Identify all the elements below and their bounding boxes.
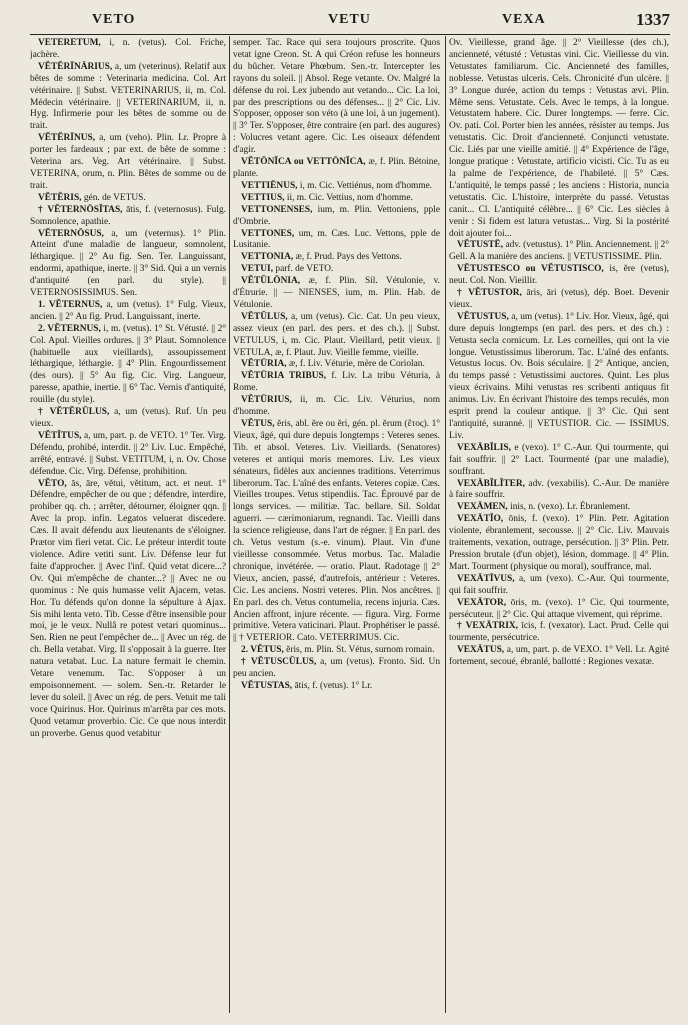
entry-headword: † VĔTUSCŬLUS, <box>241 657 317 668</box>
entry-definition: f. Liv. La tribu Véturia, à Rome. <box>233 371 440 394</box>
entry-headword: VETTONIA, <box>241 252 294 263</box>
entry-definition: a, um, part. p. de VEXO. 1° Vell. Lr. Agité fortement, secoué, ébranlé, ballotté : Regiones vexatæ. <box>449 645 669 668</box>
entry-headword: VĔTŪRIUS, <box>241 395 292 406</box>
dictionary-entry <box>449 645 669 669</box>
entry-definition: a, um (vetus). 1° Liv. Hor. Vieux, âgé, qui dure depuis longtemps (en parl. des pers. et des ch.) : Vetusta secla cornicum. Lr. Les corneilles, qui ont la vie longue. Vetustissimus liberorum. Tac. L'aîné des enfants. Vetustus locus. Ov. Bois séculaire. || 2° Antique, ancien, du temps passé : Vetustissimi auctores. Quint. Les plus vieux écrivains. Mihi vetustas res scribenti antiquus fit animus. Liv. En écrivant l'histoire des temps reculés, mon esprit prend la couleur antique. || 3° Cic. Qui sent l'antiquité, suranné. || VETUSTIOR. Cic. — ISSIMUS. Liv. <box>449 311 669 441</box>
dictionary-entry <box>233 359 440 371</box>
dictionary-entry <box>449 621 669 645</box>
dictionary-entry <box>233 276 440 312</box>
column-divider-2 <box>445 36 446 1013</box>
page-number: 1337 <box>636 10 670 29</box>
column-1 <box>30 38 226 1015</box>
entry-definition: ātis, f. (vetus). 1° Lr. <box>294 680 373 691</box>
dictionary-entry <box>449 288 669 312</box>
entry-definition: ōnis, f. (vexo). 1° Plin. Petr. Agitation violente, ébranlement, secousse. || 2° Cic. Liv. Mauvais traitements, vexation, outrage, persécution. || 3° Plin. Petr. Pression brutale (d'un objet), lésion, dommage. || 4° Plin. Mart. Tourment (physique ou moral), souffrance, mal. <box>449 514 669 572</box>
entry-headword: VEXĀTĪVUS, <box>457 573 515 584</box>
entry-definition: a, um (veternus). 1° Plin. Atteint d'une maladie de langueur, somnolent, léthargique. || 2° Au fig. Sen. Ter. Languissant, endormi, apathique, inerte. || 3° Sid. Qui a un vernis d'antiquité (en parl. du style). || VETERNOSISSIMUS. Sen. <box>30 228 226 299</box>
dictionary-entry <box>449 38 669 240</box>
entry-definition: a, um (vetus). Ruf. Un peu vieux. <box>30 407 226 429</box>
entry-headword: VEXĀBĬLĬTER, <box>457 478 525 489</box>
entry-definition: āris, āri (vetus), dép. Boet. Devenir vieux. <box>449 288 669 310</box>
entry-definition: i, m. (vetus). 1° St. Vétusté. || 2° Col. Apul. Vieilles ordures. || 3° Plaut. Somnolence (habituelle aux vieillards), assoupissement léthargique, léthargie. || 4° Plin. Engourdissement (des ours). || 5° Au fig. Cic. Virg. Langueur, paresse, apathie, inertie. || 6° Tac. Vernis d'antiquité, rouille (du style). <box>30 323 226 406</box>
dictionary-entry <box>449 479 669 503</box>
entry-headword: VETTONES, <box>241 228 295 239</box>
entry-headword: VĔTĔRĒTUM, <box>38 38 101 48</box>
entry-headword: VETTIĒNUS, <box>241 180 298 191</box>
entry-definition: is, ĕre (vetus), neut. Col. Non. Vieillir. <box>449 264 669 287</box>
entry-definition: ĕris, abl. ĕre ou ĕri, gén. pl. ĕrum (ἔτος). 1° Vieux, âgé, qui dure depuis longtemps : Veteres senes. Tib. et absol. Veteres. Liv. Vieillards. (Senatores) veteres et antiqui moris memores. Liv. Les vieux sénateurs, fidèles aux anciennes traditions. Veterrimus liberorum. Tac. L'aîné des enfants. Veteres copiæ. Cæs. Vieilles troupes. Vetus stipendiis. Tac. Éprouvé par de longs services. — militiæ. Tac. bellare. Sil. Soldat aguerri. — cærimoniarum, regnandi. Tac. Vieilli dans la science religieuse, dans l'art de régner. || En parl. des ch. Vetus vestum (s.-e. vinum). Plaut. Vin d'une vieillesse consommée. Vetus morbus. Tac. Maladie chronique, invétérée. — oratio. Plaut. Radotage || 2° Vieux, ancien, passé, d'autrefois, antérieur : Veteres. Cic. Les anciens. Nostri veteres. Plin. Nos ancêtres. || En parl. des ch. Vetus contumelia, recens injuria. Cæs. Ancien affront, injure récente. — figura. Virg. Forme primitive. Vetera vaticinari. Plaut. Prophétiser le passé. || † VETERIOR. Cato. VETERRIMUS. Cic. <box>233 419 440 644</box>
entry-definition: e (vexo). 1° C.-Aur. Qui tourmente, qui fait souffrir. || 2° Lact. Tourmenté (par une maladie), souffrant. <box>449 442 669 477</box>
entry-headword: VĔTŬLŌNIA, <box>241 276 301 287</box>
entry-headword: VĔTUSTAS, <box>241 680 293 691</box>
entry-definition: semper. Tac. Race qui sera toujours proscrite. Quos vetat igne Creon. St. A qui Créon refuse les honneurs du bûcher. Vetare Phœbum. Sen.-tr. Intercepter les rayons du soleil. || Absol. Rege vetante. Ov. Malgré la défense du roi. Lex jubendo aut vetando... Cic. La loi, par des prescriptions ou des défenses... || 2° Cic. Liv. S'opposer, opposer son véto (à une loi, à un jugement). || 3° Ter. S'opposer, être contraire (en parl. des augures) : Volucres vetant agere. Cic. Les oiseaux défendent d'agir. <box>233 38 440 156</box>
dictionary-entry <box>449 240 669 264</box>
entry-headword: VĔTŪRIA, <box>241 359 287 370</box>
entry-headword: VĔTŬLUS, <box>241 311 288 322</box>
dictionary-entry <box>30 205 226 229</box>
entry-headword: VĔTERNŌSUS, <box>38 228 104 239</box>
entry-definition: gén. de VETUS. <box>83 192 146 203</box>
entry-headword: † VĔTERNŌSĬTAS, <box>38 204 123 215</box>
dictionary-entry <box>233 645 440 657</box>
column-2 <box>233 38 440 1015</box>
entry-definition: ōris, m. (vexo). 1° Cic. Qui tourmente, persécuteur. || 2° Cic. Qui attaque vivement, qui réprime. <box>449 597 669 620</box>
entry-definition: æ, f. Plin. Sil. Vétulonie, v. d'Étrurie. || — NIENSES, ium, m. Plin. Hab. de Vétulonie. <box>233 276 440 310</box>
dictionary-entry <box>449 312 669 443</box>
entry-headword: VEXĀMEN, <box>457 502 508 513</box>
dictionary-entry <box>233 181 440 193</box>
entry-definition: ii, m. Cic. Liv. Véturius, nom d'homme. <box>233 395 440 418</box>
left-guide-word: VETO <box>92 12 136 27</box>
entry-headword: † VĔTĔRŬLUS, <box>38 407 110 418</box>
entry-definition: adv. (vexabilis). C.-Aur. De manière à faire souffrir. <box>449 478 669 501</box>
page-header <box>30 10 670 32</box>
dictionary-entry <box>30 133 226 193</box>
entry-headword: VEXĀTOR, <box>457 597 507 608</box>
dictionary-entry <box>449 514 669 574</box>
entry-definition: Ov. Vieillesse, grand âge. || 2° Vieillesse (des ch.), ancienneté, vétusté : Vetustas vini. Cic. Vieillesse du vin. Vetustates familiarum. Cic. Ancienneté des familles, noblesse. Vetustas ulceris. Cels. Chronicité d'un ulcère. || 3° Longue durée, action du temps : Vetustas ævi. Plin. Même sens. Vetustate. Cels. Avec le temps, à la longue. Vetustatem habere. Cic. Durer longtemps. — ferre. Cic. Ov. pati. Col. Porter bien les années, résister au temps. Jus vetustatis. Cic. Droit d'ancienneté. Conjuncti vetustate. Cic. Liés par une vieille amitié. || 4° Expérience de l'âge, longue pratique : Vetustate, artificio vicisti. Cic. Tu as eu la palme de l'expérience, de l'habileté. || 5° Cæs. L'antiquité, le temps passé ; les anciens : Historia, nuncia vetustatis. Cic. L'histoire, interprète du passé. Vetustas canit... Cl. L'antiquité célèbre... || 6° Cic. Les siècles à venir : Si fidem est latura vetustas... Virg. Si la postérité doit ajouter foi... <box>449 38 669 239</box>
dictionary-entry <box>233 312 440 360</box>
dictionary-entry <box>449 598 669 622</box>
entry-definition: ium, m. Plin. Vettoniens, pple d'Ombrie. <box>233 204 440 227</box>
entry-definition: parf. de VETO. <box>275 264 334 275</box>
entry-definition: a, um (vexo). C.-Aur. Qui tourmente, qui fait souffrir. <box>449 573 669 596</box>
entry-definition: ātis, f. (veternosus). Fulg. Somnolence, apathie. <box>30 204 226 227</box>
header-rule <box>30 34 670 35</box>
dictionary-entry <box>30 193 226 205</box>
dictionary-entry <box>233 657 440 681</box>
entry-headword: VETUI, <box>241 264 274 275</box>
dictionary-entry <box>233 229 440 253</box>
dictionary-entry <box>233 395 440 419</box>
entry-headword: VEXĀBĬLIS, <box>457 442 511 453</box>
entry-headword: VĔTUSTĒ, <box>457 240 504 251</box>
entry-headword: 1. VĔTERNUS, <box>38 299 103 310</box>
entry-definition: a, um (vetus). Fronto. Sid. Un peu ancien. <box>233 657 440 680</box>
entry-definition: ās, āre, vĕtui, vĕtitum, act. et neut. 1° Défendre, empêcher de ou que ; défendre, interdire, prohiber qq. ch. ; arrêter, détourner, éloigner qqn. || Avec la prop. infin. Legatos veluerat discedere. Cæs. Il avait défendu aux lieutenants de s'éloigner. Prætor vim fieri vetat. Cic. Le préteur interdit toute violence. Adire vetiti sunt. Liv. Défense leur fut faite d'approcher. || Avec l'inf. Quid vetat dicere...? Ov. Qui m'empêche de chanter...? || Avec ne ou quominus : Ne quis humasse velit Ajacem, vetas. Hor. Tu défends qu'on donne la sépulture à Ajax. Sis mihi lenta veto. Tib. Cesse d'être insensible pour moi, je le veux. Nullâ re potest vetari quominus... Sen. Rien ne peut l'empêcher de... || Avec un rég. de ch. Bella vetabat. Virg. Il s'opposait à la guerre. Iter natura vetabat. Luc. La nature fermait le chemin. Vetare venenum. Tac. S'opposer à un empoisonnement. — solem. Sen.-tr. Retarder le lever du soleil. || Avec un rég. de pers. Vetuit me tali voce Quirinus. Hor. Quirinus m'arrêta par ces mots. Quod vetamur proverbio. Cic. Ce que nous interdit un proverbe. Genus quod vetabitur <box>30 478 226 739</box>
dictionary-entry <box>233 252 440 264</box>
entry-headword: VETTONENSES, <box>241 204 313 215</box>
dictionary-entry <box>233 264 440 276</box>
dictionary-entry <box>449 502 669 514</box>
dictionary-entry <box>30 62 226 133</box>
dictionary-entry <box>233 371 440 395</box>
entry-definition: a, um (veterinus). Relatif aux bêtes de somme : Veterinaria medicina. Col. Art vétérinaire. || Subst. VETERINARIUS, ii, m. Col. Médecin vétérinaire. || VETERINARIUM, ii, n. Hyg. Infirmerie pour les bêtes de somme ou de trait. <box>30 61 226 132</box>
entry-definition: æ, f. Prud. Pays des Vettons. <box>295 252 402 263</box>
entry-definition: i, n. (vetus). Col. Friche, jachère. <box>30 38 226 60</box>
entry-headword: VĔTUSTUS, <box>457 311 509 322</box>
entry-headword: VĔTO, <box>38 478 67 489</box>
dictionary-entry <box>30 407 226 431</box>
entry-definition: a, um (veho). Plin. Lr. Propre à porter les fardeaux ; par ext. de bête de somme : Veterina ars. Veg. Art vétérinaire. || Subst. VETERINA, orum, n. Plin. Bêtes de somme ou de trait. <box>30 133 226 191</box>
entry-headword: VETTIUS, <box>241 192 285 203</box>
entry-definition: æ, f. Plin. Bétoine, plante. <box>233 157 440 179</box>
entry-definition: a, um (vetus). Cic. Cat. Un peu vieux, assez vieux (en parl. des pers. et des ch.). || Subst. VETULUS, i, m. Cic. Plaut. Vieillard, petit vieux. || VETULA, æ, f. Plaut. Juv. Vieille femme, vieille. <box>233 311 440 358</box>
dictionary-entry <box>30 229 226 300</box>
entry-headword: VĔTŪRIA TRIBUS, <box>241 371 327 382</box>
entry-headword: VĔTĔRIS, <box>38 192 82 203</box>
entry-headword: † VEXĀTRIX, <box>457 621 518 632</box>
entry-definition: ii, m. Cic. Vettius, nom d'homme. <box>286 192 413 203</box>
dictionary-entry <box>233 205 440 229</box>
entry-headword: VĔTŌNĬCA ou VETTŌNĬCA, <box>241 157 366 168</box>
dictionary-entry <box>233 157 440 181</box>
entry-headword: VĔTUS, <box>241 419 275 429</box>
dictionary-entry <box>233 681 440 693</box>
entry-definition: adv. (vetustus). 1° Plin. Anciennement. || 2° Gell. A la manière des anciens. || VETUSTISSIME. Plin. <box>449 240 669 263</box>
entry-headword: VĔTĔRĪNUS, <box>38 133 96 144</box>
dictionary-entry <box>30 324 226 407</box>
entry-headword: VĔTUSTESCO ou VĔTUSTISCO, <box>457 264 604 275</box>
dictionary-entry <box>30 38 226 62</box>
dictionary-entry <box>449 443 669 479</box>
dictionary-entry <box>30 431 226 479</box>
entry-definition: i, m. Cic. Vettiénus, nom d'homme. <box>299 180 433 191</box>
entry-definition: inis, n. (vexo). Lr. Ébranlement. <box>510 502 631 513</box>
dictionary-entry <box>30 479 226 741</box>
entry-headword: 2. VĔTUS, <box>241 645 284 656</box>
entry-definition: a, um, part. p. de VETO. 1° Ter. Virg. Défendu, prohibé, interdit. || 2° Liv. Luc. Empêché, arrêté, entravé. || Subst. VETITUM, i, n. Ov. Chose défendue. Cic. Virg. Défense, prohibition. <box>30 430 226 477</box>
entry-headword: 2. VĔTERNUS, <box>38 323 101 334</box>
column-divider-1 <box>229 36 230 1013</box>
entry-headword: VEXĀTUS, <box>457 645 505 656</box>
entry-headword: VEXĀTĬO, <box>457 514 504 525</box>
dictionary-entry <box>449 264 669 288</box>
dictionary-entry <box>233 193 440 205</box>
entry-definition: a, um (vetus). 1° Fulg. Vieux, ancien. || 2° Au fig. Prud. Languissant, inerte. <box>30 299 226 322</box>
entry-definition: æ, f. Liv. Véturie, mère de Coriolan. <box>288 359 425 370</box>
dictionary-entry <box>233 419 440 645</box>
entry-headword: VĔTĬTUS, <box>38 430 82 441</box>
entry-headword: † VĔTUSTOR, <box>457 288 522 299</box>
entry-headword: VĔTĔRĪNĀRIUS, <box>38 61 113 72</box>
column-3 <box>449 38 669 1015</box>
dictionary-entry <box>449 574 669 598</box>
dictionary-entry <box>233 38 440 157</box>
entry-definition: ĕris, m. Plin. St. Vétus, surnom romain. <box>286 645 435 656</box>
dictionary-entry <box>30 300 226 324</box>
right-guide-word: VEXA <box>502 12 546 27</box>
entry-definition: īcis, f. (vexator). Lact. Prud. Celle qui tourmente, persécutrice. <box>449 621 669 644</box>
entry-definition: um, m. Cæs. Luc. Vettons, pple de Lusitanie. <box>233 228 440 251</box>
center-guide-word: VETU <box>328 12 371 27</box>
